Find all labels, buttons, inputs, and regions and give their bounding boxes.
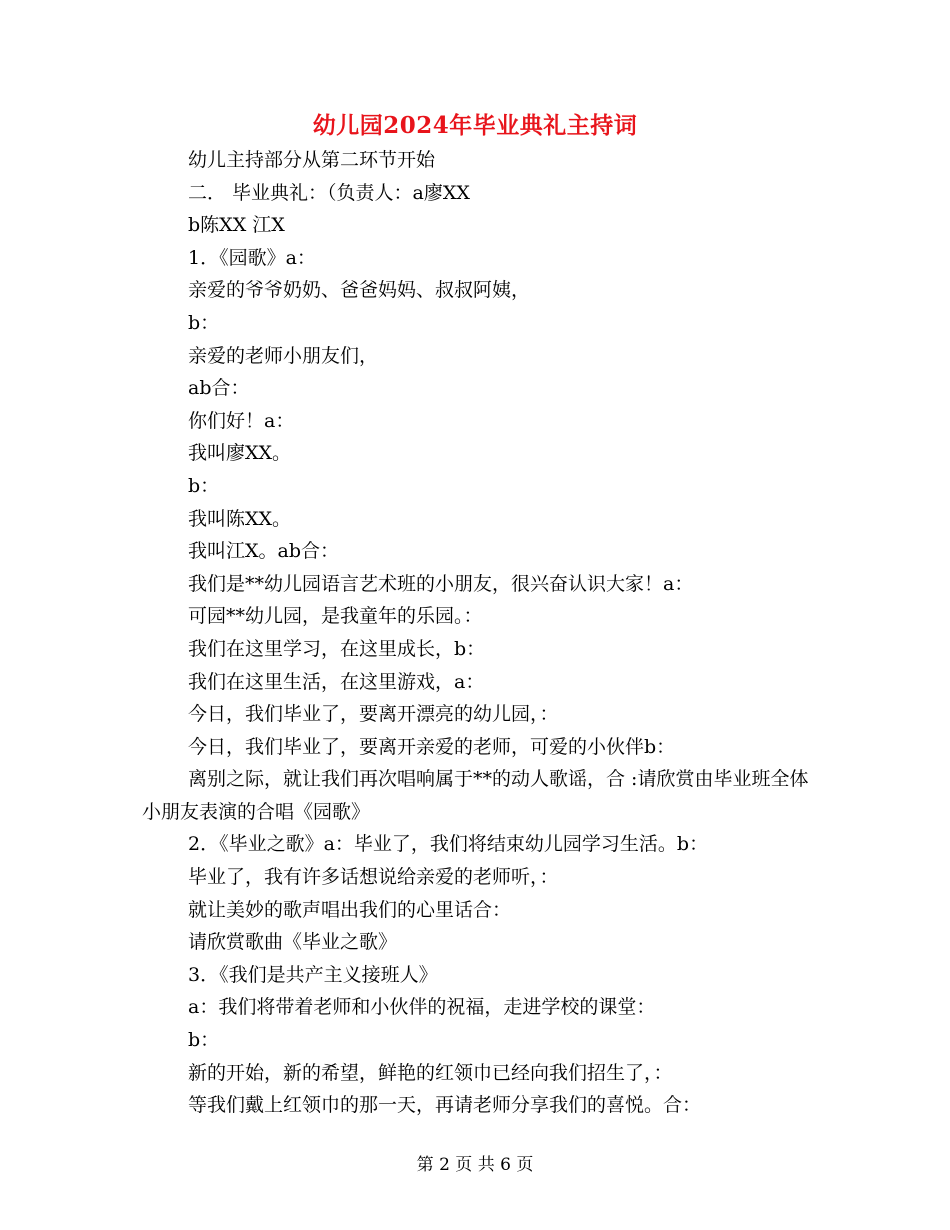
paragraph-line: 我叫江X。ab合： bbox=[188, 540, 340, 563]
paragraph-line: 亲爱的爷爷奶奶、爸爸妈妈、叔叔阿姨， bbox=[188, 279, 531, 302]
paragraph-line: 你们好！a： bbox=[188, 409, 295, 432]
paragraph-line: 今日，我们毕业了，要离开亲爱的老师，可爱的小伙伴b： bbox=[188, 735, 676, 758]
paragraph-line: 我叫廖XX。 bbox=[188, 442, 292, 465]
paragraph-line: 新的开始，新的希望，鲜艳的红领巾已经向我们招生了，： bbox=[188, 1061, 673, 1084]
paragraph-line: 请欣赏歌曲《毕业之歌》 bbox=[188, 931, 398, 954]
paragraph-line: ab合： bbox=[188, 377, 250, 400]
paragraph-line: b： bbox=[188, 474, 220, 497]
page-number-footer: 第 2 页 共 6 页 bbox=[416, 1155, 534, 1175]
document-title: 幼儿园2024年毕业典礼主持词 bbox=[312, 112, 638, 139]
paragraph-line: 亲爱的老师小朋友们， bbox=[188, 344, 379, 367]
paragraph-line: 今日，我们毕业了，要离开漂亮的幼儿园，： bbox=[188, 703, 559, 726]
paragraph-line: 我们是**幼儿园语言艺术班的小朋友，很兴奋认识大家！a： bbox=[188, 572, 694, 595]
paragraph-line: b： bbox=[188, 1029, 220, 1052]
paragraph-line: 2．《毕业之歌》a：毕业了，我们将结束幼儿园学习生活。b： bbox=[188, 833, 709, 856]
paragraph-line: 二． 毕业典礼：（负责人：a廖XX bbox=[188, 181, 470, 204]
paragraph-line: 我叫陈XX。 bbox=[188, 507, 292, 530]
paragraph-line: 可园**幼儿园，是我童年的乐园。： bbox=[188, 605, 483, 628]
paragraph-line: 1．《园歌》a： bbox=[188, 246, 316, 269]
paragraph-line: 3．《我们是共产主义接班人》 bbox=[188, 963, 438, 986]
paragraph-line: 幼儿主持部分从第二环节开始 bbox=[188, 149, 436, 171]
paragraph-line: 我们在这里生活，在这里游戏，a： bbox=[188, 670, 485, 693]
paragraph-line: b陈XX 江X bbox=[188, 214, 285, 237]
paragraph-line: 等我们戴上红领巾的那一天，再请老师分享我们的喜悦。合： bbox=[188, 1094, 702, 1117]
paragraph-line: 毕业了，我有许多话想说给亲爱的老师听，： bbox=[188, 866, 559, 889]
paragraph-line: 就让美妙的歌声唱出我们的心里话合： bbox=[188, 898, 512, 921]
paragraph-line: 我们在这里学习，在这里成长，b： bbox=[188, 637, 486, 660]
paragraph-line: b： bbox=[188, 311, 220, 334]
paragraph-line: 离别之际，就让我们再次唱响属于**的动人歌谣，合 :请欣赏由毕业班全体小朋友表演的合唱《园歌》 bbox=[142, 768, 809, 823]
document-body bbox=[142, 144, 812, 1122]
paragraph-line: a：我们将带着老师和小伙伴的祝福，走进学校的课堂： bbox=[188, 996, 656, 1019]
